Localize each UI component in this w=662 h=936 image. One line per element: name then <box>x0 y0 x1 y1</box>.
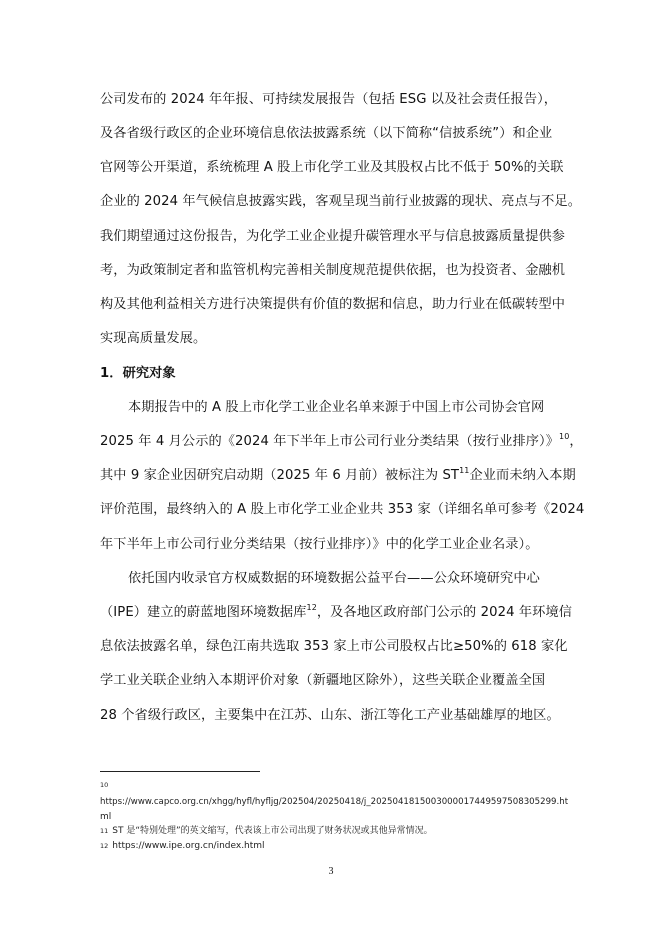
page-number: 3 <box>328 866 334 877</box>
footnote-ref-10: 10 <box>559 432 570 441</box>
footnote-12 <box>100 840 265 852</box>
footnote-link-10-cont[interactable]: ml <box>100 812 112 822</box>
text-span: 2025 年 4 月公示的《2024 年下半年上市公司行业分类结果（按行业排序）》 <box>100 434 560 449</box>
footnote-11 <box>100 825 433 837</box>
body-text-line: 本期报告中的 A 股上市化学工业企业名单来源于中国上市公司协会官网 <box>128 400 545 415</box>
body-text-line: 评价范围，最终纳入的 A 股上市化学工业企业共 353 家（详细名单可参考《2024 <box>100 502 585 517</box>
body-text-line: 企业的 2024 年气候信息披露实践，客观呈现当前行业披露的现状、亮点与不足。 <box>100 194 582 209</box>
body-text-line <box>100 467 576 485</box>
footnote-link-12[interactable]: https://www.ipe.org.cn/index.html <box>112 841 265 851</box>
body-text-line: 依托国内收录官方权威数据的环境数据公益平台——公众环境研究中心 <box>128 571 540 586</box>
footnote-divider <box>100 771 260 772</box>
text-span: ，及各地区政府部门公示的 2024 年环境信 <box>316 605 573 620</box>
body-text-line: 及各省级行政区的企业环境信息依法披露系统（以下简称“信披系统”）和企业 <box>100 126 553 141</box>
body-text-line: 官网等公开渠道，系统梳理 A 股上市化学工业及其股权占比不低于 50%的关联 <box>100 160 564 175</box>
text-span: 企业而未纳入本期 <box>469 468 576 483</box>
body-text-line: 28 个省级行政区，主要集中在江苏、山东、浙江等化工产业基础雄厚的地区。 <box>100 708 560 723</box>
text-span: 其中 9 家企业因研究启动期（2025 年 6 月前）被标注为 ST <box>100 468 460 483</box>
footnote-num: 10 <box>100 781 109 789</box>
footnote-ref-11: 11 <box>459 466 470 475</box>
body-text-line <box>100 604 572 622</box>
body-text-line <box>100 433 583 451</box>
footnote-num: 11 <box>100 827 109 835</box>
body-text-line: 学工业关联企业纳入本期评价对象（新疆地区除外），这些关联企业覆盖全国 <box>100 673 546 688</box>
body-text-line: 构及其他利益相关方进行决策提供有价值的数据和信息，助力行业在低碳转型中 <box>100 297 566 312</box>
body-text-line: 息依法披露名单，绿色江南共选取 353 家上市公司股权占比≥50%的 618 家化 <box>100 639 568 654</box>
body-text-line: 实现高质量发展。 <box>100 331 207 346</box>
text-span: ， <box>569 434 583 449</box>
footnote-text: ST 是“特别处理”的英文缩写，代表该上市公司出现了财务状况或其他异常情况。 <box>112 826 433 836</box>
footnote-ref-12: 12 <box>306 603 317 612</box>
footnote-link-10[interactable]: https://www.capco.org.cn/xhgg/hyfl/hyfljg/202504/20250418/j_2025041815003000017449597508305299.ht <box>100 797 569 807</box>
footnote-num: 12 <box>100 842 109 850</box>
body-text-line: 考，为政策制定者和监管机构完善相关制度规范提供依据，也为投资者、金融机 <box>100 263 566 278</box>
body-text-line: 年下半年上市公司行业分类结果（按行业排序）》中的化学工业企业名录）。 <box>100 537 539 552</box>
section-heading: 1．研究对象 <box>100 366 176 381</box>
text-span: （IPE）建立的蔚蓝地图环境数据库 <box>100 605 307 620</box>
body-text-line: 我们期望通过这份报告，为化学工业企业提升碳管理水平与信息披露质量提供参 <box>100 229 566 244</box>
footnote-number-10 <box>100 779 112 791</box>
body-text-line: 公司发布的 2024 年年报、可持续发展报告（包括 ESG 以及社会责任报告）， <box>100 92 558 107</box>
